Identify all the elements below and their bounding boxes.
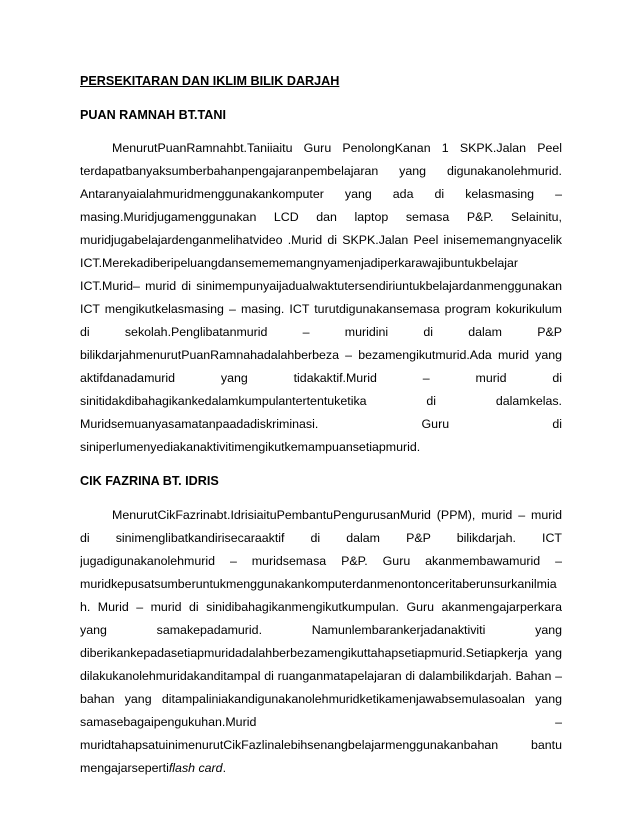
paragraph-line: masing.Muridjugamenggunakan LCD dan laptop semasa P&P. Selainitu, — [80, 210, 562, 224]
paragraph-line: siniperlumenyediakanaktivitimengikutkemampuansetiapmurid. — [80, 440, 421, 454]
paragraph-line: diberikankepadasetiapmuridadalahberbezamengikuttahapsetiapmurid.Setiapkerja yang — [80, 646, 562, 660]
paragraph-line: MenurutPuanRamnahbt.Taniiaitu Guru PenolongKanan 1 SKPK.Jalan Peel — [112, 141, 562, 155]
paragraph-line: Muridsemuanyasamatanpaadadiskriminasi. Guru di — [80, 417, 562, 431]
paragraph-line: jugadigunakanolehmurid – muridsemasa P&P. Guru akanmembawamurid – — [80, 554, 562, 568]
section-heading: CIK FAZRINA BT. IDRIS — [80, 474, 219, 488]
final-line-text: mengajarseperti — [80, 761, 169, 775]
paragraph-line: bahan yang ditampaliniakandigunakanolehmuridketikamenjawabsemulasoalan yang — [80, 692, 562, 706]
paragraph-line: samasebagaipengukuhan.Murid – — [80, 715, 562, 729]
paragraph-line: MenurutCikFazrinabt.IdrisiaituPembantuPengurusanMurid (PPM), murid – murid — [112, 508, 562, 522]
paragraph-line: h. Murid – murid di sinidibahagikanmengikutkumpulan. Guru akanmengajarperkara — [80, 600, 562, 614]
italic-term: flash card — [168, 761, 223, 775]
paragraph-line-final — [80, 760, 562, 776]
paragraph-line: muridkepusatsumberuntukmenggunakankomputerdanmenontonceritaberunsurkanilmia — [80, 577, 557, 591]
paragraph-line: dilakukanolehmuridakanditampal di ruanganmatapelajaran di dalambilikdarjah. Bahan – — [80, 669, 562, 683]
paragraph-line: ICT mengikutkelasmasing – masing. ICT turutdigunakansemasa program kokurikulum — [80, 302, 562, 316]
paragraph-line: ICT.Merekadiberipeluangdansemememangnyamenjadiperkarawajibuntukbelajar — [80, 256, 519, 270]
paragraph-line: Antaranyaialahmuridmenggunakankomputer yang ada di kelasmasing – — [80, 187, 562, 201]
paragraph-line: terdapatbanyaksumberbahanpengajaranpembelajaran yang digunakanolehmurid. — [80, 164, 562, 178]
paragraph-line: muridjugabelajardenganmelihatvideo .Murid di SKPK.Jalan Peel inisememangnyacelik — [80, 233, 562, 247]
paragraph-line: ICT.Murid– murid di sinimempunyaijadualwaktutersendiriuntukbelajardanmenggunakan — [80, 279, 562, 293]
paragraph-line: di sekolah.Penglibatanmurid – muridini di dalam P&P — [80, 325, 562, 339]
final-line-period: . — [222, 761, 227, 775]
paragraph-line: bilikdarjahmenurutPuanRamnahadalahberbeza – bezamengikutmurid.Ada murid yang — [80, 348, 562, 362]
paragraph-line: sinitidakdibahagikankedalamkumpulantertentuketika di dalamkelas. — [80, 394, 562, 408]
document-title: PERSEKITARAN DAN IKLIM BILIK DARJAH — [80, 74, 340, 88]
paragraph-line: yang samakepadamurid. Namunlembarankerjadanaktiviti yang — [80, 623, 562, 637]
paragraph-line: muridtahapsatuinimenurutCikFazlinalebihsenangbelajarmenggunakanbahan bantu — [80, 738, 562, 752]
paragraph-line: aktifdanadamurid yang tidakaktif.Murid – murid di — [80, 371, 562, 385]
paragraph-line: di sinimenglibatkandirisecaraaktif di dalam P&P bilikdarjah. ICT — [80, 531, 562, 545]
section-heading: PUAN RAMNAH BT.TANI — [80, 108, 226, 122]
